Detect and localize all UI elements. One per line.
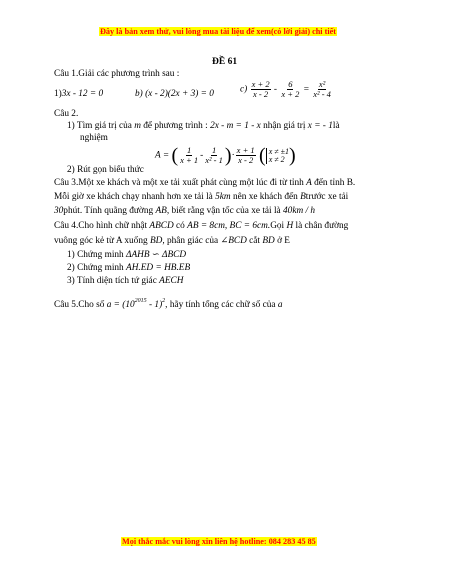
- A-minus: -: [200, 150, 204, 161]
- q1-c-equals: =: [303, 84, 309, 95]
- q1-b-label: b): [135, 89, 143, 99]
- q2-part-1: [67, 121, 340, 132]
- A-condition-2: x ≠ 2: [268, 154, 285, 164]
- A-conditions: [266, 148, 289, 164]
- q1-c-minus: -: [273, 84, 278, 95]
- A-paren-open: (: [171, 144, 179, 167]
- A-cond-paren: (: [259, 144, 266, 167]
- q3-speed-diff: 5km: [215, 192, 231, 202]
- q1-a-label: 1): [54, 89, 62, 99]
- q5-line: Câu 5.Cho số $a = (10^{2015} - 1)^2$, hãy tính tổng các chữ số của a: [54, 298, 283, 310]
- q5-variable: a: [277, 300, 283, 310]
- q2-expression-A: [155, 146, 296, 165]
- q3-truck-speed: 40km / h: [283, 206, 316, 216]
- q2-p2-text: Rút gọn biểu thức: [77, 165, 144, 175]
- q1-prompt: Câu 1.Giải các phương trình sau :: [54, 69, 180, 79]
- q3-minutes: 30: [54, 206, 64, 216]
- A-lhs: A =: [155, 150, 170, 161]
- header-banner: Đây là bản xem thử, vui lòng mua tài liệu để xem(có lời giải) chi tiết: [100, 27, 336, 36]
- q3-line-1: Câu 3.Một xe khách và một xe tải xuất phát cùng một lúc đi từ tỉnh A đến tỉnh B.: [54, 178, 356, 188]
- q2-label: Câu 2.: [54, 109, 79, 119]
- q2-p1-number: 1): [67, 121, 75, 131]
- A-fraction-1: $\frac{1}{x + 1}$: [180, 145, 199, 165]
- q5-expression: $a = (10^{2015} - 1)^2$: [106, 298, 166, 310]
- q4-line-1: Câu 4.Cho hình chữ nhật ABCD có AB = 8cm, BC = 6cm.Gọi H là chân đường: [54, 221, 349, 231]
- q2-p1-equation: 2x - m = 1 - x: [210, 121, 261, 131]
- A-paren-close: ): [224, 144, 232, 167]
- q1-part-c: [240, 80, 333, 99]
- q2-p1-text-a: Tìm giá trị của: [76, 121, 132, 131]
- q2-p1-text-d: là: [332, 121, 340, 131]
- q4-item-3: 3) Tính diện tích tứ giác AECH: [67, 276, 184, 286]
- q3-city-B: B: [300, 192, 306, 202]
- q2-p2-number: 2): [67, 165, 75, 175]
- A-cond-paren-close: ): [289, 144, 296, 167]
- q3-line-2: Mỗi giờ xe khách chạy nhanh hơn xe tải là 5km nên xe khách đến Btrước xe tải: [54, 192, 349, 202]
- q1-c-fraction-2: $\frac{6}{x + 2}$: [281, 79, 300, 99]
- q3-city-A: A: [306, 178, 312, 188]
- page-title: ĐỀ 61: [212, 57, 238, 67]
- q1-part-b: [135, 89, 214, 100]
- q2-p1-nghiem: nghiệm: [80, 133, 108, 143]
- q4-line-2: vuông góc kẻ từ A xuống BD, phân giác của ∠BCD cắt BD ở E: [54, 236, 290, 246]
- A-condition-1: x ≠ ±1: [268, 146, 290, 156]
- q3-line-3: 30phút. Tính quãng đường AB, biết rằng vận tốc của xe tải là 40km / h: [54, 206, 316, 216]
- footer-banner: Mọi thắc mắc vui lòng xin liên hệ hotline: 084 283 45 85: [122, 537, 316, 546]
- q1-part-a: [54, 89, 103, 100]
- q2-p1-m: m: [134, 121, 141, 131]
- A-fraction-2: $\frac{1}{\text{x² - 1}}$: [205, 145, 223, 165]
- q4-item-2: 2) Chứng minh AH.ED = HB.EB: [67, 263, 191, 273]
- A-fraction-3: $\frac{x + 1}{x - 2}$: [236, 145, 255, 165]
- q1-b-equation: (x - 2)(2x + 3) = 0: [145, 89, 214, 99]
- q1-c-fraction-3: $\frac{\text{x²}}{\text{x² - 4}}$: [313, 79, 331, 99]
- q1-a-equation: 3x - 12 = 0: [61, 89, 104, 99]
- q2-part-2: [67, 165, 144, 176]
- q1-c-label: c): [240, 84, 248, 95]
- q2-p1-text-b: để phương trình :: [143, 121, 208, 131]
- A-dot: ·: [231, 150, 235, 161]
- q2-p1-text-c: nhận giá trị: [263, 121, 306, 131]
- q2-p1-x-value: x = - 1: [307, 121, 333, 131]
- q3-AB: AB,: [155, 206, 170, 216]
- q4-item-1: 1) Chứng minh ΔAHB ∽ ΔBCD: [67, 250, 187, 260]
- q1-c-fraction-1: $\frac{x + 2}{x - 2}$: [251, 79, 270, 99]
